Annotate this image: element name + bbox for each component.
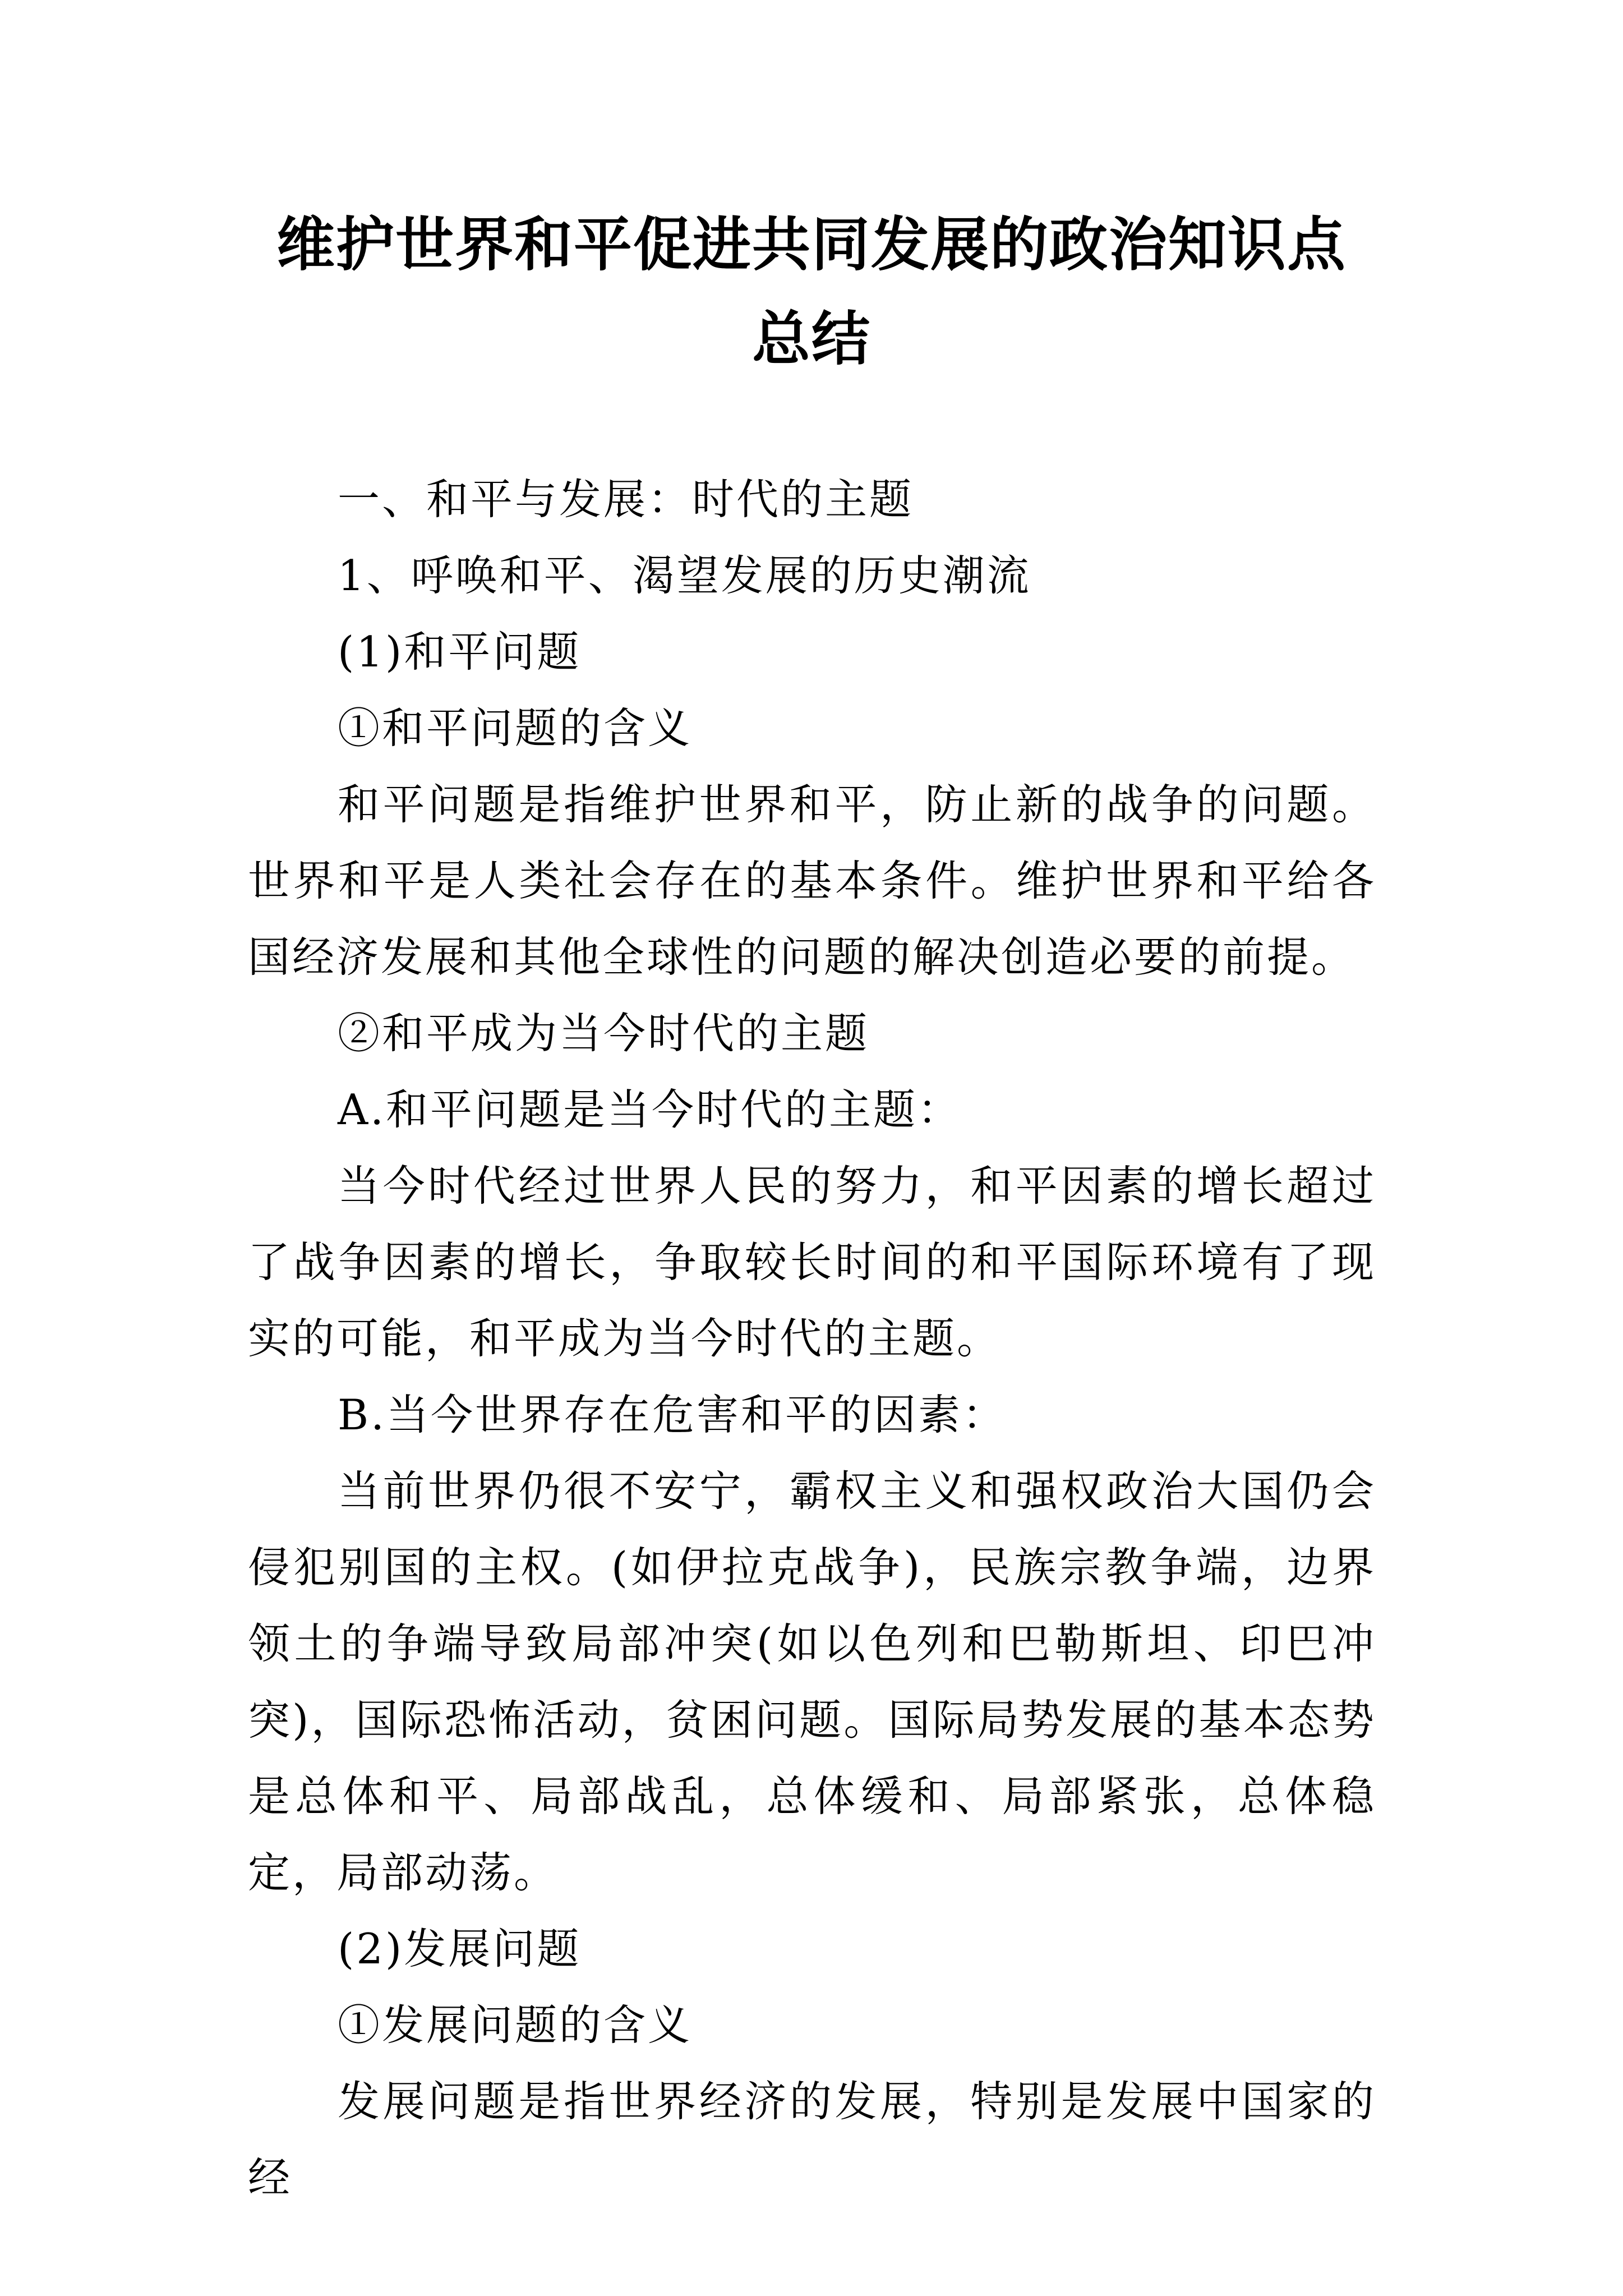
paragraph-peace-theme-b: 当前世界仍很不安宁，霸权主义和强权政治大国仍会侵犯别国的主权。(如伊拉克战争)，民族宗教争端，边界领土的争端导致局部冲突(如以色列和巴勒斯坦、印巴冲突)，国际恐怖活动，贫困问题。国际局势发展的基本态势是总体和平、局部战乱，总体缓和、局部紧张，总体稳定，局部动荡。 bbox=[248, 1466, 1376, 1897]
document-title-line-1: 维护世界和平促进共同发展的政治知识点 bbox=[276, 210, 1347, 279]
document-title bbox=[247, 197, 1376, 386]
paragraph-peace-theme-a: 当今时代经过世界人民的努力，和平因素的增长超过了战争因素的增长，争取较长时间的和平国际环境有了现实的可能，和平成为当今时代的主题。 bbox=[248, 1161, 1376, 1363]
paragraph-development-meaning: 发展问题是指世界经济的发展，特别是发展中国家的经 bbox=[248, 2077, 1376, 2202]
heading-peace-issue: (1)和平问题 bbox=[338, 627, 582, 677]
heading-peace-theme-a: A.和平问题是当今时代的主题： bbox=[338, 1085, 962, 1134]
document-body bbox=[248, 461, 1376, 2216]
heading-development-meaning: ①发展问题的含义 bbox=[338, 2000, 693, 2050]
document-title-line-2: 总结 bbox=[751, 305, 871, 373]
paragraph-peace-meaning: 和平问题是指维护世界和平，防止新的战争的问题。世界和平是人类社会存在的基本条件。维护世界和平给各国经济发展和其他全球性的问题的解决创造必要的前提。 bbox=[248, 780, 1376, 982]
heading-peace-theme: ②和平成为当今时代的主题 bbox=[338, 1009, 870, 1058]
heading-section-1: 一、和平与发展：时代的主题 bbox=[338, 475, 914, 524]
heading-peace-theme-b: B.当今世界存在危害和平的因素： bbox=[338, 1390, 1007, 1439]
heading-development-issue: (2)发展问题 bbox=[338, 1924, 582, 1973]
heading-subsection-1: 1、呼唤和平、渴望发展的历史潮流 bbox=[338, 551, 1031, 600]
heading-peace-meaning: ①和平问题的含义 bbox=[338, 703, 693, 753]
